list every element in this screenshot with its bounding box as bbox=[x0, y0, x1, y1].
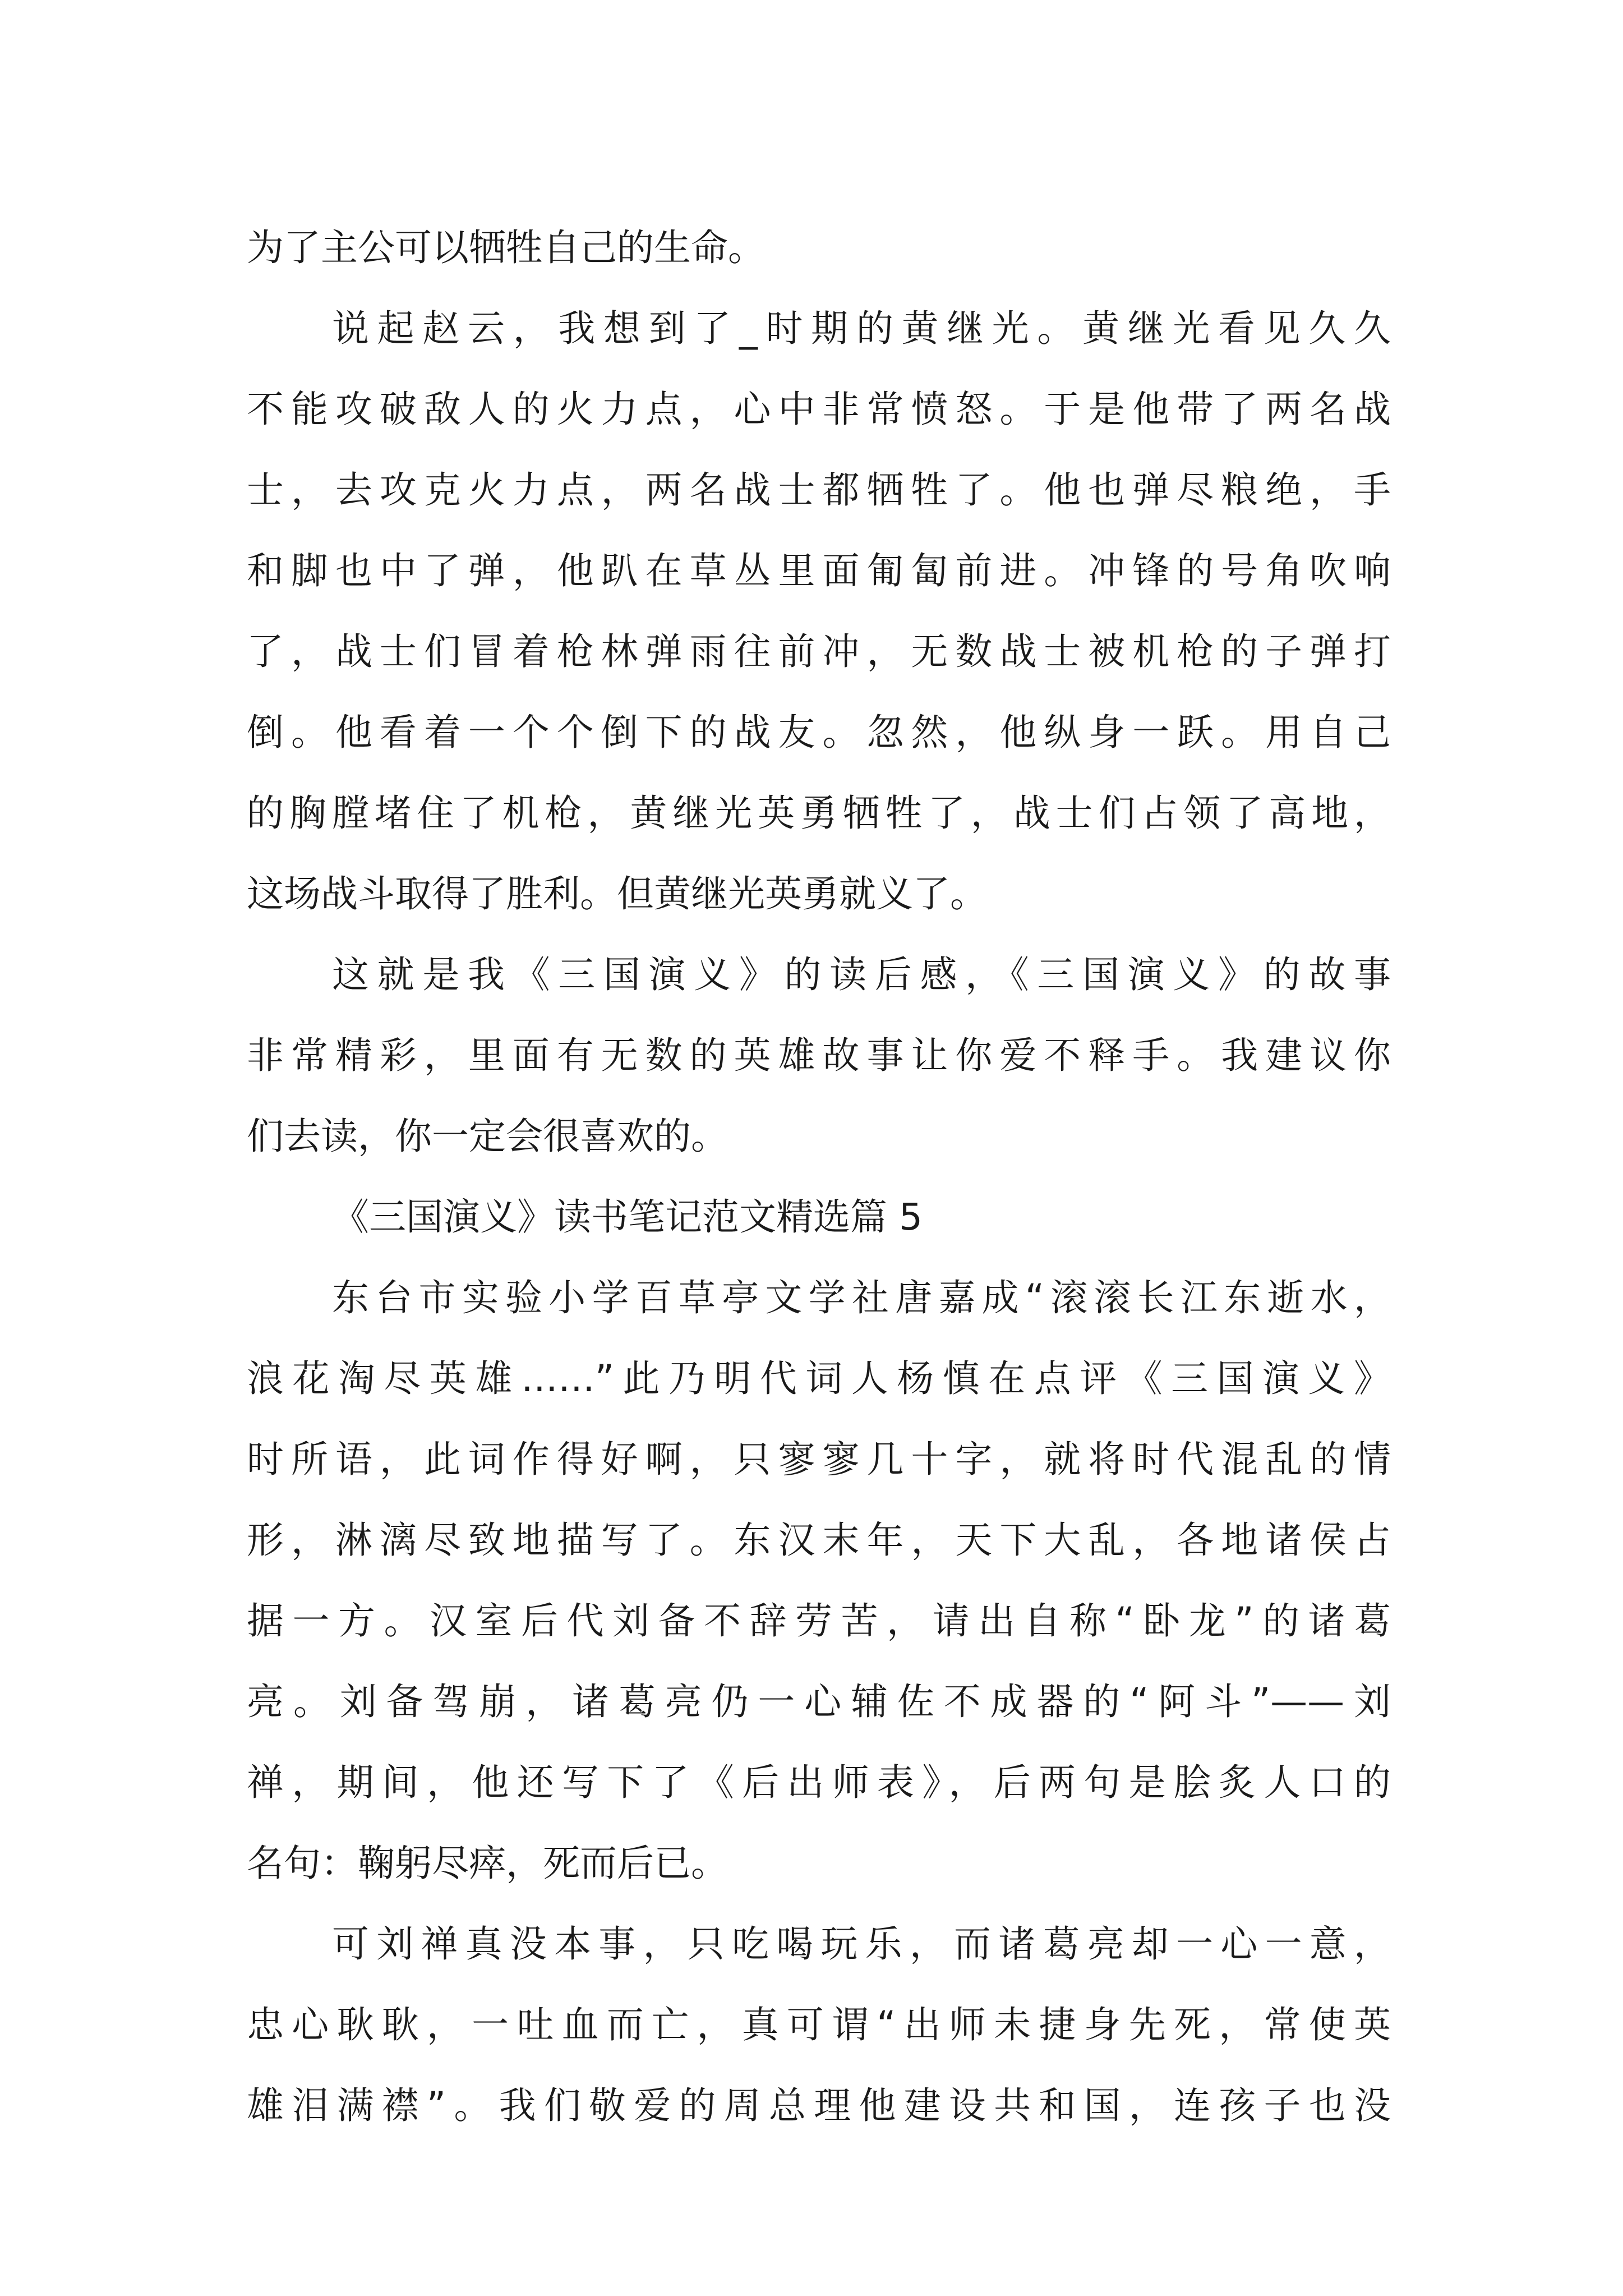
paragraph bbox=[247, 288, 1391, 935]
text-line: 的胸膛堵住了机枪，黄继光英勇牺牲了，战士们占领了高地， bbox=[247, 792, 1391, 835]
paragraph bbox=[247, 1904, 1391, 2146]
paragraph bbox=[247, 208, 1391, 288]
section-heading bbox=[247, 1177, 1391, 1258]
text-line: 忠心耿耿，一吐血而亡，真可谓“出师未捷身先死，常使英 bbox=[247, 2003, 1391, 2046]
text-line: 说起赵云，我想到了_时期的黄继光。黄继光看见久久 bbox=[332, 307, 1391, 350]
text-line: 不能攻破敌人的火力点，心中非常愤怒。于是他带了两名战 bbox=[247, 388, 1391, 431]
text-line: 可刘禅真没本事，只吃喝玩乐，而诸葛亮却一心一意， bbox=[332, 1922, 1391, 1966]
text-line: 名句：鞠躬尽瘁，死而后已。 bbox=[247, 1842, 728, 1885]
text-line: 们去读，你一定会很喜欢的。 bbox=[247, 1115, 728, 1158]
text-line: 这场战斗取得了胜利。但黄继光英勇就义了。 bbox=[247, 872, 987, 915]
text-line: 形，淋漓尽致地描写了。东汉末年，天下大乱，各地诸侯占 bbox=[247, 1519, 1391, 1562]
text-line: 东台市实验小学百草亭文学社唐嘉成“滚滚长江东逝水， bbox=[332, 1276, 1391, 1319]
text-line: 士，去攻克火力点，两名战士都牺牲了。他也弹尽粮绝，手 bbox=[247, 468, 1391, 512]
paragraph bbox=[247, 1258, 1391, 1904]
text-line: 亮。刘备驾崩，诸葛亮仍一心辅佐不成器的“阿斗”——刘 bbox=[247, 1680, 1391, 1723]
text-line: 为了主公可以牺牲自己的生命。 bbox=[247, 226, 765, 269]
text-line: 浪花淘尽英雄……”此乃明代词人杨慎在点评《三国演义》 bbox=[247, 1357, 1391, 1400]
document-body bbox=[247, 208, 1391, 2146]
paragraph bbox=[247, 935, 1391, 1177]
text-line: 时所语，此词作得好啊，只寥寥几十字，就将时代混乱的情 bbox=[247, 1438, 1391, 1481]
text-line: 倒。他看着一个个倒下的战友。忽然，他纵身一跃。用自己 bbox=[247, 711, 1391, 754]
heading-text: 《三国演义》读书笔记范文精选篇 5 bbox=[332, 1195, 923, 1239]
text-line: 雄泪满襟”。我们敬爱的周总理他建设共和国，连孩子也没 bbox=[247, 2084, 1391, 2127]
text-line: 禅，期间，他还写下了《后出师表》，后两句是脍炙人口的 bbox=[247, 1761, 1391, 1804]
text-line: 这就是我《三国演义》的读后感，《三国演义》的故事 bbox=[332, 953, 1391, 996]
text-line: 和脚也中了弹，他趴在草丛里面匍匐前进。冲锋的号角吹响 bbox=[247, 549, 1391, 592]
text-line: 据一方。汉室后代刘备不辞劳苦，请出自称“卧龙”的诸葛 bbox=[247, 1599, 1391, 1642]
text-line: 了，战士们冒着枪林弹雨往前冲，无数战士被机枪的子弹打 bbox=[247, 630, 1391, 673]
text-line: 非常精彩，里面有无数的英雄故事让你爱不释手。我建议你 bbox=[247, 1034, 1391, 1077]
